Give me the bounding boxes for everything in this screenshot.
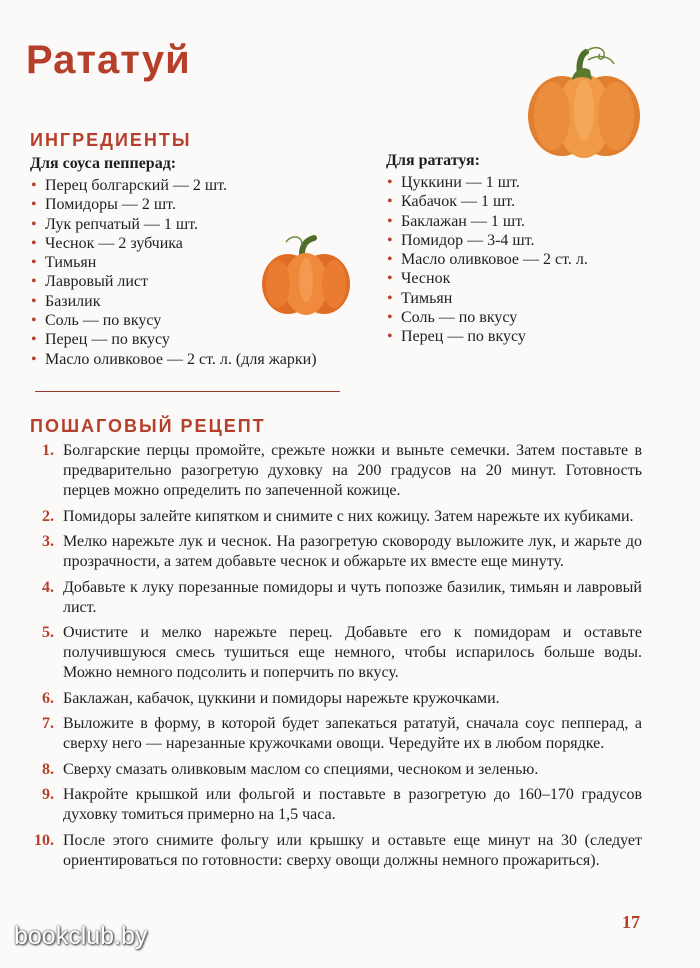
recipe-step: 5. Очистите и мелко нарежьте перец. Добавьте его к помидорам и оставьте получившуюся смесь тушиться еще немного, чтобы испарилось больше воды. Можно немного подсолить и поперчить по вкусу. (42, 624, 642, 681)
list-item: • Тимьян (387, 289, 453, 307)
recipe-step: 2. Помидоры залейте кипятком и снимите с них кожицу. Затем нарежьте их кубиками. (42, 507, 634, 525)
list-item: • Перец — по вкусу (387, 328, 526, 346)
ingredients-heading: ИНГРЕДИЕНТЫ (30, 130, 192, 150)
recipe-step: 1. Болгарские перцы промойте, срежьте ножки и выньте семечки. Затем поставьте в предварительно разогретую духовку на 200 градусов на 20 минут. Готовность перцев можно определить по запеченной кожице. (42, 442, 642, 499)
list-item: • Чеснок (387, 270, 451, 288)
list-item: • Перец — по вкусу (31, 331, 170, 349)
recipe-step: 9. Накройте крышкой или фольгой и поставьте в разогретую до 160–170 градусов духовку томиться примерно на 1,5 часа. (42, 786, 642, 823)
list-item: • Базилик (31, 292, 101, 310)
list-item: • Масло оливковое — 2 ст. л. (для жарки) (31, 350, 317, 368)
recipe-step: 7. Выложите в форму, в которой будет запекаться рататуй, сначала соус пепперад, а сверху него — нарезанные кружочками овощи. Чередуйте их в любом порядке. (42, 715, 642, 752)
list-item: • Перец болгарский — 2 шт. (31, 177, 228, 194)
list-item: • Лук репчатый — 1 шт. (31, 215, 199, 233)
list-item: • Соль — по вкусу (387, 309, 518, 327)
pumpkin-illustration-large (522, 44, 646, 164)
list-item: • Цуккини — 1 шт. (387, 174, 520, 191)
recipe-step: 4. Добавьте к луку порезанные помидоры и чуть попозже базилик, тимьян и лавровый лист. (42, 578, 642, 616)
list-item: • Соль — по вкусу (31, 312, 162, 330)
list-item: • Баклажан — 1 шт. (387, 212, 525, 230)
page-title: Рататуй (26, 38, 191, 82)
list-item: • Помидоры — 2 шт. (31, 196, 176, 214)
list-item: • Тимьян (31, 254, 97, 272)
recipe-heading: ПОШАГОВЫЙ РЕЦЕПТ (30, 416, 266, 436)
ratatouille-heading: Для рататуя: (386, 152, 480, 169)
list-item: • Масло оливковое — 2 ст. л. (387, 251, 588, 269)
page-number: 17 (622, 912, 640, 932)
recipe-step: 8. Сверху смазать оливковым маслом со специями, чесноком и зеленью. (42, 760, 539, 778)
recipe-step: 3. Мелко нарежьте лук и чеснок. На разогретую сковороду выложите лук, и жарьте до прозрачности, а затем добавьте чеснок и обжарьте их вместе еще минуту. (42, 533, 642, 570)
list-item: • Помидор — 3-4 шт. (387, 231, 535, 249)
list-item: • Чеснок — 2 зубчика (31, 234, 183, 252)
section-divider (35, 391, 340, 392)
watermark: bookclub.by (14, 922, 148, 950)
ratatouille-ingredients-list (386, 173, 588, 347)
recipe-step: 6. Баклажан, кабачок, цуккини и помидоры нарежьте кружочками. (42, 689, 500, 707)
recipe-steps-list (30, 441, 642, 876)
pumpkin-illustration-small (258, 232, 354, 318)
recipe-step: 10. После этого снимите фольгу или крышку и оставьте еще минут на 30 (следует ориентироваться по готовности: сверху овощи должны немного прожариться). (34, 831, 642, 869)
sauce-heading: Для соуса пепперад: (30, 155, 177, 172)
list-item: • Лавровый лист (31, 273, 149, 291)
list-item: • Кабачок — 1 шт. (387, 193, 516, 211)
